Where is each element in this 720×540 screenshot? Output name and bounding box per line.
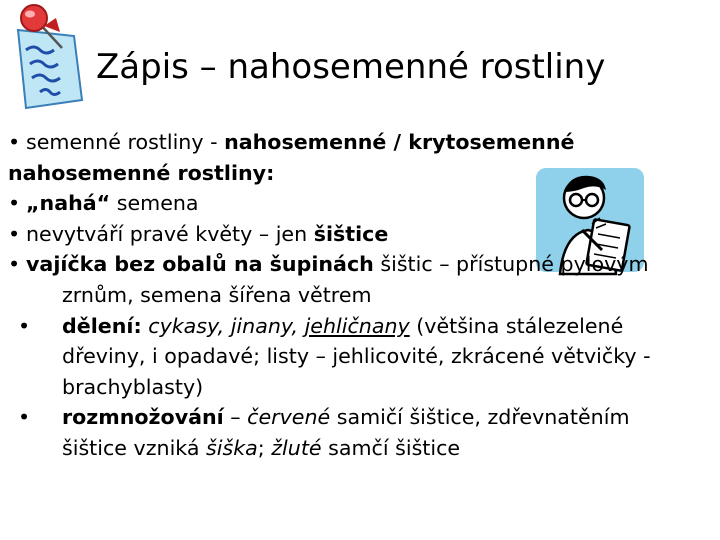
list-item-continuation: brachyblasty) (62, 374, 204, 399)
bullet-icon: • (8, 221, 21, 246)
bullet-icon: • (8, 252, 21, 277)
section-heading: nahosemenné rostliny: (8, 160, 275, 185)
list-item: • nevytváří pravé květy – jen šištice (8, 219, 714, 250)
list-item-continuation: dřeviny, i opadavé; listy – jehlicovité, zkrácené větvičky - (62, 344, 651, 369)
list-item-continuation: šištice vzniká šiška; žluté samčí šištice (62, 435, 461, 460)
list-item: • rozmnožování – červené samičí šištice, zdřevnatěním (8, 402, 714, 433)
list-item: • dělení: cykasy, jinany, jehličnany (většina stálezelené (8, 311, 714, 342)
slide-title: Zápis – nahosemenné rostliny (96, 47, 606, 87)
bullet-icon: • (18, 313, 31, 338)
slide-body (8, 127, 714, 464)
bullet-icon: • (8, 191, 21, 216)
list-item: • vajíčka bez obalů na šupinách šištic – přístupné pylovým (8, 249, 714, 280)
bullet-icon: • (8, 130, 21, 154)
bullet-icon: • (18, 405, 31, 430)
pushpin-note-icon (4, 0, 92, 112)
list-item-continuation: zrnům, semena šířena větrem (62, 282, 372, 307)
list-item: • semenné rostliny - nahosemenné / krytosemenné (8, 127, 714, 158)
list-item: • „nahá“ semena (8, 188, 714, 219)
